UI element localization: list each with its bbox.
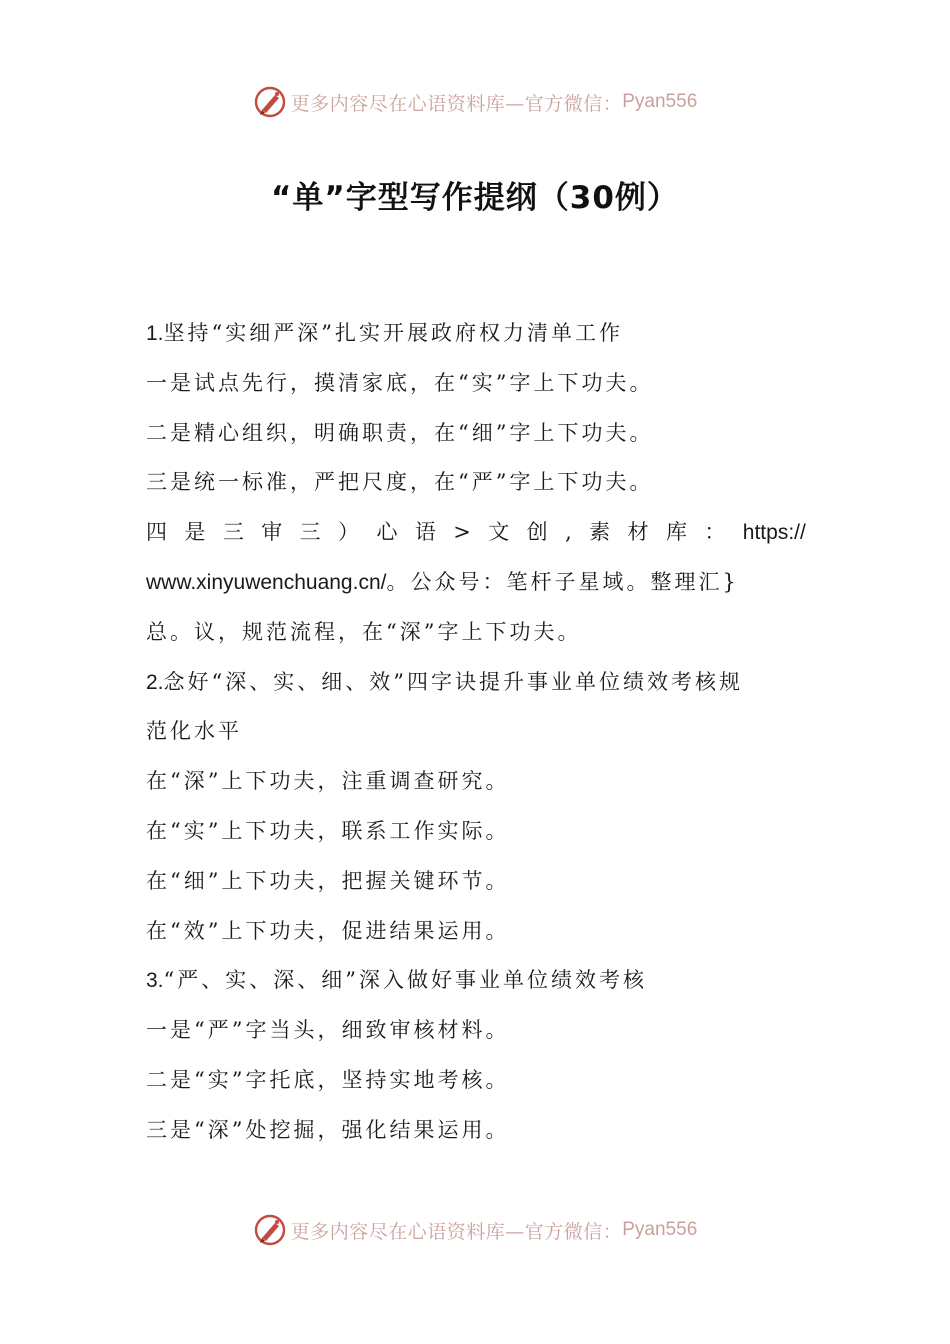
document-title: “单”字型写作提纲（30例） [271, 180, 679, 216]
footer-watermark-banner [0, 1208, 950, 1252]
outline-point: 二是精心组织，明确职责，在“细”字上下功夫。 [146, 420, 654, 445]
heading-text: “严、实、深、细”深入做好事业单位绩效考核 [163, 968, 647, 993]
outline-point: 三是统一标准，严把尺度，在“严”字上下功夫。 [146, 470, 654, 495]
outline-point: 在“效”上下功夫，促进结果运用。 [146, 918, 510, 943]
char: 三 [299, 520, 321, 545]
char: ） [338, 520, 360, 545]
char: , [565, 520, 572, 545]
heading-number: 2. [146, 670, 164, 694]
justified-watermark-line [146, 508, 806, 558]
header-watermark-banner [0, 80, 950, 124]
url-fragment: https:// [742, 521, 806, 545]
char: 文 [488, 520, 510, 545]
outline-heading-3 [146, 956, 806, 1006]
outline-point: 在“深”上下功夫，注重调查研究。 [146, 769, 510, 794]
watermark-text: 更多内容尽在心语资料库—官方微信： [290, 92, 623, 115]
watermark-text: 更多内容尽在心语资料库—官方微信： [290, 1220, 623, 1243]
char: 三 [222, 520, 244, 545]
heading-text: 坚持“实细严深”扎实开展政府权力清单工作 [163, 321, 623, 345]
line-text: 。公众号：笔杆子星域。整理汇} [386, 569, 739, 594]
char: > [453, 520, 471, 545]
outline-point: 二是“实”字托底，坚持实地考核。 [146, 1067, 510, 1092]
char: ： [704, 520, 726, 545]
outline-heading-1 [146, 309, 806, 359]
char: 心 [376, 520, 398, 545]
pen-logo-icon [253, 85, 287, 119]
heading-text: 念好“深、实、细、效”四字诀提升事业单位绩效考核规 [163, 669, 743, 694]
char: 是 [184, 520, 206, 545]
char: 创 [526, 520, 548, 545]
watermark-wechat-id: Pyan556 [622, 1219, 698, 1240]
char: 审 [261, 520, 283, 545]
outline-point [146, 558, 806, 608]
heading-number: 1. [146, 322, 164, 345]
char: 四 [146, 520, 167, 545]
heading-number: 3. [146, 969, 164, 993]
outline-point: 在“实”上下功夫，联系工作实际。 [146, 818, 510, 843]
outline-point: 一是试点先行，摸清家底，在“实”字上下功夫。 [146, 370, 654, 395]
heading-continuation: 范化水平 [146, 719, 242, 744]
char: 素 [589, 520, 611, 545]
char: 语 [414, 520, 436, 545]
outline-point: 一是“严”字当头，细致审核材料。 [146, 1018, 510, 1043]
outline-point: 三是“深”处挖掘，强化结果运用。 [146, 1117, 510, 1142]
char: 材 [627, 520, 649, 545]
char: 库 [665, 520, 687, 545]
pen-logo-icon [253, 1213, 287, 1247]
outline-point: 总。议，规范流程，在“深”字上下功夫。 [146, 619, 582, 644]
document-body [146, 309, 806, 1156]
outline-point: 在“细”上下功夫，把握关键环节。 [146, 868, 510, 893]
outline-heading-2 [146, 658, 806, 708]
url-text: www.xinyuwenchuang.cn/ [146, 570, 387, 594]
watermark-wechat-id: Pyan556 [622, 91, 698, 112]
